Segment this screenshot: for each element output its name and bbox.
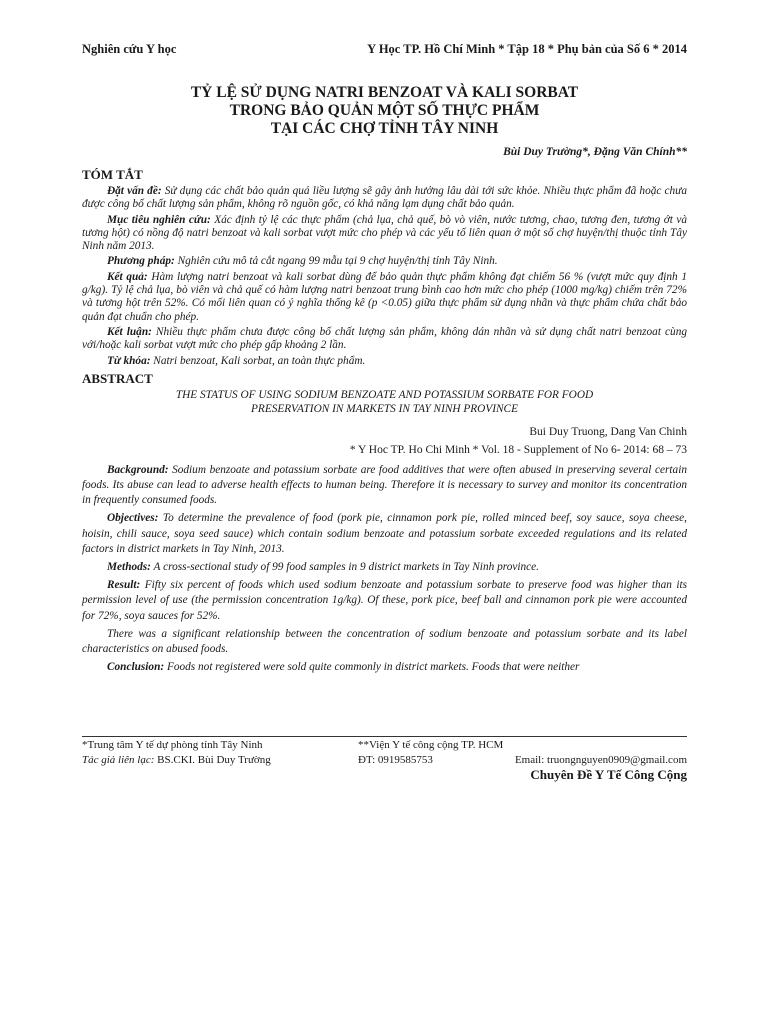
paragraph-text: There was a significant relationship between the concentration of sodium benzoate and potassium sorbate and its label characteristics on abused foods. (82, 627, 687, 656)
paragraph-text: Fifty six percent of foods which used sodium benzoate and potassium sorbate to preserve food was higher than its permission level of use (the permission concentration 1g/kg). Of these, pork pice, beef ball and cinnamon pork pie were accounted for 72%, soya sauces for 52%. (82, 579, 687, 622)
paragraph-text: Sử dụng các chất bảo quản quá liều lượng sẽ gây ảnh hưởng lâu dài tới sức khỏe. Nhiều thực phẩm đã hoặc chưa được công bố chất lượng sản phẩm, không rõ nguồn gốc, có khả năng lạm dụng chất bảo quản. (82, 185, 687, 211)
abstract-paragraph (82, 578, 687, 624)
tom-tat-paragraph (82, 271, 687, 324)
contact-phone: ĐT: 0919585753 (358, 754, 433, 766)
affiliation-1: *Trung tâm Y tế dự phòng tỉnh Tây Ninh (82, 739, 263, 751)
tom-tat-paragraph (82, 355, 687, 368)
tom-tat-paragraph (82, 185, 687, 212)
paragraph-label: Objectives: (107, 512, 159, 525)
paragraph-text: Hàm lượng natri benzoat và kali sorbat dùng để bảo quản thực phẩm không đạt chiếm 56 % (vượt mức quy định 1 g/kg). Tỷ lệ chả lụa, bò viên và chả quế có hàm lượng natri benzoat trung bình cao hơn mức cho phép (1000 mg/kg) chiếm trên 72% và tương hột trên 52%. Có mối liên quan có ý nghĩa thống kê (p <0.05) giữa thực phẩm sử dụng nhãn và thực phẩm chứa chất bảo quản đạt chuẩn cho phép. (82, 270, 687, 323)
authors-english: Bui Duy Truong, Dang Van Chinh (529, 425, 687, 438)
abstract-paragraph (82, 560, 687, 575)
tom-tat-paragraph (82, 214, 687, 254)
paragraph-text: Natri benzoat, Kali sorbat, an toàn thực phẩm. (150, 354, 366, 367)
english-title (82, 388, 687, 416)
paragraph-text: A cross-sectional study of 99 food samples in 9 district markets in Tay Ninh province. (150, 561, 539, 574)
corresponding-author (82, 753, 271, 767)
contact-label: Tác giả liên lạc: (82, 754, 155, 766)
footnote-divider (82, 736, 687, 737)
paragraph-label: Kết quả: (107, 270, 148, 283)
paragraph-label: Từ khóa: (107, 354, 151, 367)
citation: * Y Hoc TP. Ho Chi Minh * Vol. 18 - Supplement of No 6- 2014: 68 – 73 (349, 443, 687, 456)
paragraph-text: Foods not registered were sold quite commonly in district markets. Foods that were neither (164, 661, 580, 674)
abstract-heading: ABSTRACT (82, 370, 153, 386)
tom-tat-heading: TÓM TẮT (82, 167, 143, 182)
authors-vietnamese: Bùi Duy Trường*, Đặng Văn Chính** (503, 146, 687, 158)
header-left: Nghiên cứu Y học (82, 42, 177, 56)
english-title-line-2: PRESERVATION IN MARKETS IN TAY NINH PROVINCE (251, 402, 518, 415)
paragraph-text: Xác định tỷ lệ các thực phẩm (chả lụa, chả quế, bò vò viên, nước tương, chao, tương đen, tương ớt và tương hột) có nồng độ natri benzoat và kali sorbat vượt mức cho phép và các yếu tố liên quan ở một số chợ huyện/thị thuộc tỉnh Tây Ninh năm 2013. (82, 213, 687, 253)
affiliation-2: **Viện Y tế công cộng TP. HCM (358, 739, 504, 751)
paragraph-text: Sodium benzoate and potassium sorbate are food additives that were often abused in preserving several certain foods. Its abuse can lead to adverse health effects to human being. Therefore it is necessary to survey and monitor its concentration in frequently consumed foods. (82, 463, 687, 507)
english-title-line-1: THE STATUS OF USING SODIUM BENZOATE AND POTASSIUM SORBATE FOR FOOD (175, 388, 594, 401)
paper-title (82, 84, 687, 138)
tom-tat-paragraph (82, 326, 687, 353)
paragraph-label: Đặt vấn đề: (107, 185, 162, 197)
tom-tat-paragraph (82, 255, 687, 268)
title-line-1: TỶ LỆ SỬ DỤNG NATRI BENZOAT VÀ KALI SORBAT (190, 84, 579, 101)
title-line-2: TRONG BẢO QUẢN MỘT SỐ THỰC PHẨM (229, 102, 540, 119)
paragraph-label: Phương pháp: (107, 255, 175, 268)
paragraph-label: Background: (107, 463, 169, 476)
title-line-3: TẠI CÁC CHỢ TỈNH TÂY NINH (270, 120, 499, 137)
paragraph-text: To determine the prevalence of food (pork pie, cinnamon pork pie, rolled minced beef, soy sauce, soya cheese, hoisin, chili sauce, soya seed sauce) which contain sodium benzoate and potassium sorbate exceeded regulations and its related factors in district markets in Tay Ninh, 2013. (82, 512, 687, 555)
paragraph-text: Nhiều thực phẩm chưa được công bố chất lượng sản phẩm, không dán nhãn và sử dụng chất natri benzoat cùng với/hoặc kali sorbat vượt mức cho phép gấp khoảng 2 lần. (82, 325, 687, 352)
contact-name: BS.CKI. Bùi Duy Trường (154, 754, 271, 766)
section-label: Chuyên Đề Y Tế Công Cộng (530, 767, 687, 782)
abstract-paragraph (82, 627, 687, 657)
paragraph-text: Nghiên cứu mô tả cắt ngang 99 mẫu tại 9 chợ huyện/thị tỉnh Tây Ninh. (174, 255, 498, 268)
running-header (82, 41, 687, 57)
abstract-paragraph (82, 660, 687, 675)
paragraph-label: Kết luận: (107, 325, 152, 338)
abstract-paragraph (82, 511, 687, 557)
paragraph-label: Methods: (107, 561, 151, 574)
abstract-paragraph (82, 463, 687, 509)
contact-email: Email: truongnguyen0909@gmail.com (514, 754, 687, 766)
paragraph-label: Conclusion: (107, 661, 165, 674)
paragraph-label: Result: (107, 579, 141, 592)
paper-body (82, 166, 687, 676)
header-right: Y Học TP. Hồ Chí Minh * Tập 18 * Phụ bản của Số 6 * 2014 (367, 42, 687, 56)
paragraph-label: Mục tiêu nghiên cứu: (107, 213, 211, 226)
